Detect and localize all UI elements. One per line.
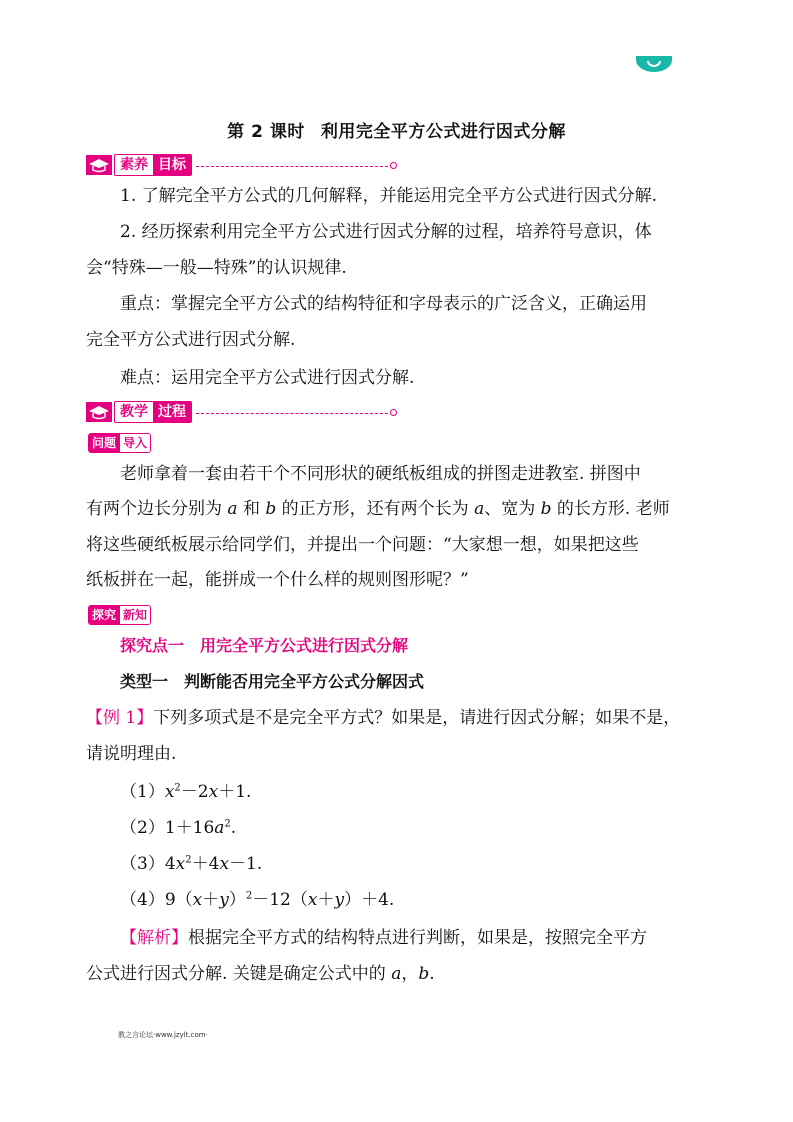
divider-end-dot	[390, 409, 397, 416]
intro-line-2: 有两个边长分别为 a 和 b 的正方形，还有两个长为 a、宽为 b 的长方形. 老师	[86, 499, 670, 519]
type-heading: 类型一 判断能否用完全平方公式分解因式	[120, 672, 425, 691]
difficulty-point: 难点：运用完全平方公式进行因式分解.	[120, 368, 415, 388]
section-label-a: 教学	[115, 402, 153, 422]
section-label-b: 目标	[153, 155, 191, 175]
example-1-line-1: 【例 1】下列多项式是不是完全平方式？如果是，请进行因式分解；如果不是，	[86, 708, 681, 728]
goal-1: 1. 了解完全平方公式的几何解释，并能运用完全平方公式进行因式分解.	[120, 186, 658, 206]
goal-2-line-2: 会“特殊—一般—特殊”的认识规律.	[86, 258, 347, 278]
analysis-line-2: 公式进行因式分解. 关键是确定公式中的 a，b.	[86, 964, 435, 984]
graduation-cap-icon	[86, 402, 112, 422]
tag-explore-new: 探究 新知	[88, 605, 151, 625]
corner-decoration-icon	[634, 56, 674, 72]
intro-line-1: 老师拿着一套由若干个不同形状的硬纸板组成的拼图走进教室. 拼图中	[120, 464, 641, 484]
graduation-cap-icon	[86, 155, 112, 175]
section-header-process	[86, 401, 397, 423]
example-label: 【例 1】	[86, 708, 154, 728]
page-title: 第 2 课时 利用完全平方公式进行因式分解	[227, 122, 566, 142]
section-label-a: 素养	[115, 155, 153, 175]
tag-question-intro: 问题 导入	[88, 433, 151, 453]
dashed-divider	[196, 413, 388, 414]
dashed-divider	[196, 166, 388, 167]
intro-line-3: 将这些硬纸板展示给同学们，并提出一个问题：“大家想一想，如果把这些	[86, 535, 639, 555]
example-item-3: $(3)4x^2+4x-1$.	[120, 854, 263, 874]
analysis-line-1: 【解析】根据完全平方式的结构特点进行判断，如果是，按照完全平方	[120, 928, 647, 948]
intro-line-4: 纸板拼在一起，能拼成一个什么样的规则图形呢？”	[86, 570, 469, 590]
key-point-line-2: 完全平方公式进行因式分解.	[86, 330, 296, 350]
explore-point-heading: 探究点一 用完全平方公式进行因式分解	[120, 636, 409, 655]
analysis-label: 【解析】	[120, 928, 188, 948]
example-1-line-2: 请说明理由.	[86, 744, 177, 764]
section-header-goals	[86, 154, 397, 176]
example-item-1: $(1)x^2-2x+1$.	[120, 782, 252, 802]
goal-2-line-1: 2. 经历探索利用完全平方公式进行因式分解的过程，培养符号意识，体	[120, 222, 652, 242]
example-item-2: $(2)1+16a^2$.	[120, 818, 237, 838]
section-label-b: 过程	[153, 402, 191, 422]
example-item-4: $(4)9(x+y)^2-12(x+y)+4$.	[120, 890, 395, 910]
key-point-line-1: 重点：掌握完全平方公式的结构特征和字母表示的广泛含义，正确运用	[120, 294, 647, 314]
divider-end-dot	[390, 162, 397, 169]
footer-source: 教之言论坛·www.jzylt.com·	[118, 1031, 208, 1039]
